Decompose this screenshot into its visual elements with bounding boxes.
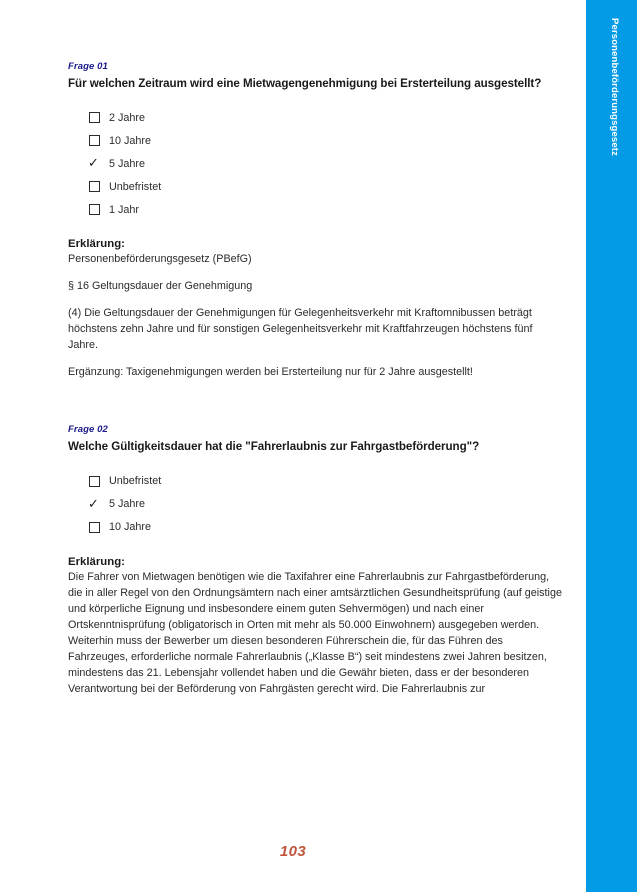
explanation-paragraph: Personenbeförderungsgesetz (PBefG): [68, 253, 252, 266]
chapter-tab-label: Personenbeförderungsgesetz: [609, 18, 620, 156]
answer-label: Unbefristet: [109, 474, 162, 487]
chapter-tab: [586, 0, 637, 892]
question-text-2: Welche Gültigkeitsdauer hat die "Fahrerlaubnis zur Fahrgastbeförderung"?: [68, 440, 480, 454]
answer-list-2: [68, 470, 562, 539]
checkbox-unchecked-icon[interactable]: [89, 522, 109, 533]
answer-list-1: [68, 106, 562, 221]
explanation-2: [68, 556, 562, 698]
answer-label: 1 Jahr: [109, 203, 140, 216]
answer-option[interactable]: [68, 198, 562, 221]
question-text-1: Für welchen Zeitraum wird eine Mietwagengenehmigung bei Ersterteilung ausgestellt?: [68, 77, 542, 90]
answer-option[interactable]: [68, 470, 562, 493]
explanation-title: Erklärung:: [68, 238, 125, 251]
checkbox-unchecked-icon[interactable]: [89, 476, 109, 487]
question-block-2: [68, 424, 562, 697]
answer-option[interactable]: [68, 106, 562, 129]
explanation-paragraph: § 16 Geltungsdauer der Genehmigung: [68, 280, 253, 293]
answer-label: 10 Jahre: [109, 134, 152, 147]
explanation-paragraph: Die Fahrer von Mietwagen benötigen wie die Taxifahrer eine Fahrerlaubnis zur Fahrgastbeförderung, die in aller Regel von den Ordnungsämtern nach einer amtsärztlichen Gesundheitsprüfung (auf geistige und körperliche Eignung und insbesondere einem guten Sehvermögen) und nach einer Ortskenntnisprüfung (obligatorisch in Orten mit mehr als 50.000 Einwohnern) ausgegeben werden. Weiterhin muss der Bewerber um diesen besonderen Führerschein die, für das Führen des Fahrzeuges, erforderliche normale Fahrerlaubnis („Klasse B“) seit mindestens zwei Jahren besitzen, mindestens das 21. Lebensjahr vollendet haben und die Gewähr bieten, dass er der besonderen Verantwortung bei der Beförderung von Fahrgästen gerecht wird. Die Fahrerlaubnis zur: [68, 570, 562, 695]
checkmark-icon[interactable]: ✓: [88, 156, 99, 172]
checkbox-unchecked-icon[interactable]: [89, 181, 109, 192]
explanation-title: Erklärung:: [68, 555, 125, 568]
checkbox-unchecked-icon[interactable]: [89, 135, 109, 146]
checkbox-unchecked-icon[interactable]: [89, 112, 109, 123]
answer-option-selected[interactable]: [68, 152, 562, 175]
answer-option[interactable]: [68, 129, 562, 152]
answer-label: 5 Jahre: [109, 157, 146, 170]
explanation-1: [68, 238, 562, 381]
checkmark-icon[interactable]: ✓: [88, 496, 99, 512]
answer-option[interactable]: [68, 516, 562, 539]
answer-label: 5 Jahre: [109, 497, 146, 510]
page-content: [68, 0, 562, 697]
question-block-1: [68, 61, 562, 381]
question-number-label-1: Frage 01: [68, 61, 108, 72]
answer-label: Unbefristet: [109, 180, 162, 193]
question-number-label-2: Frage 02: [68, 424, 108, 436]
page-number: 103: [279, 843, 307, 860]
explanation-paragraph: Ergänzung: Taxigenehmigungen werden bei Ersterteilung nur für 2 Jahre ausgestellt!: [68, 366, 473, 379]
answer-option[interactable]: [68, 175, 562, 198]
answer-label: 2 Jahre: [109, 111, 146, 124]
checkbox-unchecked-icon[interactable]: [89, 204, 109, 215]
explanation-paragraph: (4) Die Geltungsdauer der Genehmigungen für Gelegenheitsverkehr mit Kraftomnibussen beträgt höchstens zehn Jahre und für sonstigen Gelegenheitsverkehr mit Kraftfahrzeugen höchstens fünf Jahre.: [68, 307, 533, 352]
answer-label: 10 Jahre: [109, 520, 152, 533]
answer-option-selected[interactable]: [68, 493, 562, 516]
